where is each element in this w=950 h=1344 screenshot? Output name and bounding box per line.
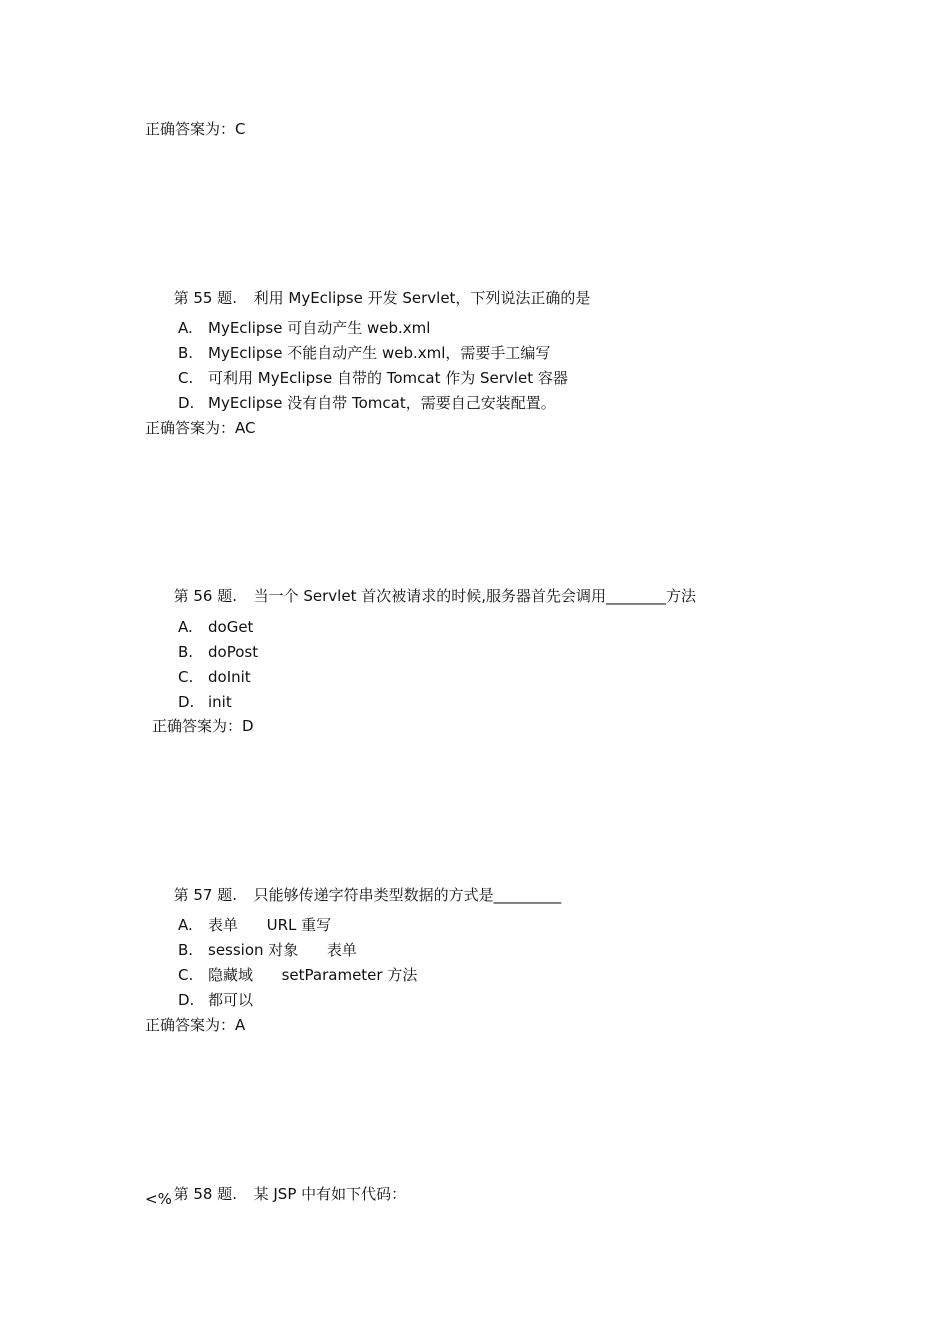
option-text: init: [208, 693, 232, 711]
question-text: 当一个 Servlet 首次被请求的时候,服务器首先会调用________方法: [253, 587, 696, 605]
option-text: session 对象 表单: [208, 941, 357, 959]
option-text: 隐藏域 setParameter 方法: [208, 966, 418, 984]
question-number: 第 58 题.: [173, 1185, 238, 1203]
option-b: [178, 642, 258, 662]
option-letter: B.: [178, 344, 194, 362]
option-b: [178, 343, 550, 363]
option-letter: C.: [178, 966, 194, 984]
option-c: [178, 965, 417, 985]
answer-text: 正确答案为：AC: [145, 419, 256, 437]
option-a: [178, 915, 331, 935]
option-c: [178, 368, 568, 388]
answer-text: 正确答案为：C: [145, 120, 246, 138]
option-letter: C.: [178, 668, 194, 686]
option-text: 可利用 MyEclipse 自带的 Tomcat 作为 Servlet 容器: [208, 369, 568, 387]
option-letter: D.: [178, 991, 195, 1009]
option-text: MyEclipse 没有自带 Tomcat，需要自己安装配置。: [208, 394, 556, 412]
option-text: doInit: [208, 668, 251, 686]
question-text: 某 JSP 中有如下代码：: [253, 1185, 407, 1203]
option-text: 都可以: [208, 991, 254, 1009]
answer-text: 正确答案为：A: [145, 1016, 246, 1034]
option-text: 表单 URL 重写: [208, 916, 332, 934]
option-a: [178, 617, 253, 637]
option-letter: A.: [178, 916, 193, 934]
option-letter: C.: [178, 369, 194, 387]
option-text: MyEclipse 可自动产生 web.xml: [208, 319, 431, 337]
answer-text: 正确答案为：D: [152, 717, 254, 735]
option-b: [178, 940, 357, 960]
option-a: [178, 318, 430, 338]
question-text: 利用 MyEclipse 开发 Servlet，下列说法正确的是: [253, 289, 591, 307]
option-text: doPost: [208, 643, 259, 661]
option-letter: A.: [178, 319, 193, 337]
option-letter: D.: [178, 394, 195, 412]
option-text: doGet: [208, 618, 254, 636]
option-d: [178, 692, 232, 712]
option-d: [178, 990, 253, 1010]
option-letter: B.: [178, 941, 194, 959]
question-number: 第 55 题.: [173, 289, 238, 307]
option-d: [178, 393, 556, 413]
option-letter: D.: [178, 693, 195, 711]
option-c: [178, 667, 251, 687]
code-snippet: <%: [145, 1190, 172, 1208]
option-letter: B.: [178, 643, 194, 661]
question-number: 第 56 题.: [173, 587, 238, 605]
question-number: 第 57 题.: [173, 886, 238, 904]
option-letter: A.: [178, 618, 193, 636]
option-text: MyEclipse 不能自动产生 web.xml，需要手工编写: [208, 344, 551, 362]
question-text: 只能够传递字符串类型数据的方式是_________: [253, 886, 562, 904]
